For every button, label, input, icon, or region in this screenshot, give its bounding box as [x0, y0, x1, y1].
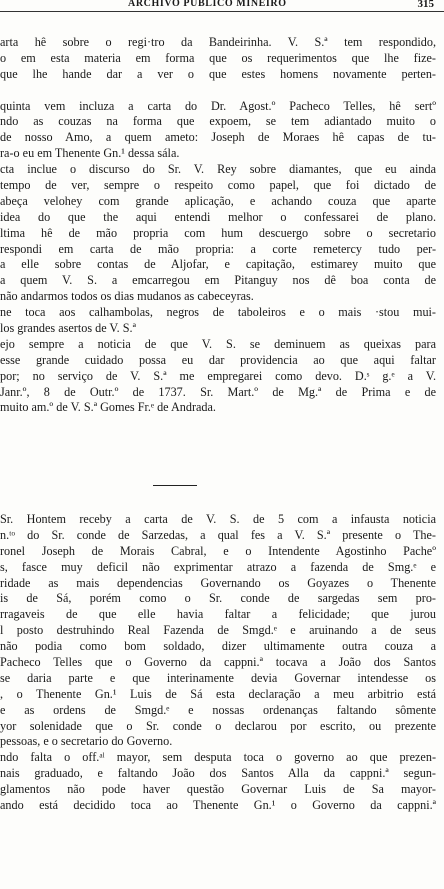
text-line: glamentos não pode haver questão Governar Luis de Sa mayor-: [0, 782, 436, 797]
signature-line: muito am.º de V. S.ª Gomes Fr.ᵉ de Andrada.: [0, 400, 216, 415]
text-line: nais graduado, e faltando João dos Santos Alla da cappni.ª segun-: [0, 766, 436, 781]
blank-line: [0, 83, 444, 99]
text-line: idea do que the aqui entendi melhor o confessarei de plano.: [0, 209, 436, 224]
text-line: a elle sobre contas de Aljofar, e capitação, estimarey muito que: [0, 257, 436, 272]
text-line: ando está decidido toca ao Thenente Gn.¹ o Governo da cappni.ª: [0, 798, 436, 813]
text-line: não andarmos todos os dias mudanos as cabeceyras.: [0, 289, 254, 304]
text-line: respondi em carta de mão propria: a corte remetercy tudo per-: [0, 241, 436, 256]
text-line: esse grande cuidado possa eu dar providencia ao que aqui faltar: [0, 352, 436, 367]
text-line: por; no serviço de V. S.ª me empregarei como devo. D.ˢ g.ᵉ a V.: [0, 368, 436, 383]
text-line: abeça velohey com grande aplicação, e achando couza que aparte: [0, 193, 436, 208]
text-line: de nosso Amo, a quem ameto: Joseph de Moraes hê capas de tu-: [0, 130, 436, 145]
signature-date-line: Janr.º, 8 de Outr.º de 1737. Sr. Mart.º de Mg.ª de Prima e de: [0, 384, 436, 399]
text-line: o em esta materia em forma que os requerimentos que lhe fize-: [0, 50, 436, 65]
page-number: 315: [417, 0, 434, 10]
text-line: l posto destruhindo Real Fazenda de Smgd.ᵉ e aruinando a de seus: [0, 623, 436, 638]
text-line: arta hê sobre o regi·tro da Bandeirinha. V. S.ª tem respondido,: [0, 35, 436, 49]
text-line: ne toca aos calhambolas, negros de taboleiros e o mais ·stou mui-: [0, 305, 436, 320]
page-header: [0, 0, 444, 12]
text-line: is de Sá, porém como o Sr. conde de sargedas sem pro-: [0, 591, 436, 606]
text-line: que lhe hande dar a ver o que estes homens novamente perten-: [0, 66, 436, 81]
text-line: pessoas, e o secretario do Governo.: [0, 734, 173, 749]
letter-1-body: [0, 35, 444, 416]
text-line: tempo de ver, sempre o respeito como papel, que foi dictado de: [0, 178, 436, 193]
text-line: ltima hê de mão propria com hum descuergo sobre o secretario: [0, 225, 436, 240]
text-line: se daria parte e que interinamente devia Governar intendesse os: [0, 670, 436, 685]
text-line: n.ᵗᵒ do Sr. conde de Sarzedas, a qual fes a V. S.ª presente o The-: [0, 527, 436, 542]
text-line: Sr. Hontem receby a carta de V. S. de 5 com a infausta noticia: [0, 512, 436, 526]
text-line: ndo falta o off.ᵃˡ mayor, sem desputa toca o governo ao que prezen-: [0, 750, 436, 765]
text-line: Pacheco Telles que o Governo da cappni.ª tocava a João dos Santos: [0, 655, 436, 670]
running-head: ARCHIVO PUBLICO MINEIRO: [128, 0, 287, 9]
text-line: ra-o eu em Thenente Gn.¹ dessa sála.: [0, 146, 180, 161]
text-line: cta inclue o discurso do Sr. V. Rey sobre diamantes, que eu ainda: [0, 162, 436, 177]
text-line: quinta vem incluza a carta do Dr. Agost.º Pacheco Telles, hê sertº: [0, 98, 436, 113]
letter-2-body: [0, 512, 444, 814]
text-line: ronel Joseph de Morais Cabral, e o Intendente Agostinho Pacheº: [0, 543, 436, 558]
text-line: , o Thenente Gn.¹ Luis de Sá esta declaração a meu arbitrio está: [0, 686, 436, 701]
text-line: a quem V. S. a emcarregou em Pitanguy nos dê boa conta de: [0, 273, 436, 288]
text-line: não podia como bom soldado, dizer ultimamente outra couza a: [0, 639, 436, 654]
text-line: ejo sempre a noticia de que V. S. se deminuem as queixas para: [0, 336, 436, 351]
text-line: los grandes asertos de V. S.ª: [0, 321, 136, 336]
header-rule: [0, 11, 444, 12]
text-line: ndo as couzas na forma que expoem, se tem adiantado muito o: [0, 114, 436, 129]
section-divider: [153, 485, 197, 486]
text-line: rragaveis de que elle havia faltar a felicidade; que jurou: [0, 607, 436, 622]
text-line: ridade as mais dependencias Governando os Goyazes o Thenente: [0, 575, 436, 590]
text-line: yor solenidade que o Sr. conde o declarou por escrito, ou prezente: [0, 718, 436, 733]
text-line: s, fasce muy deficil não exprimentar atrazo a fazenda de Smg.ᵉ e: [0, 559, 436, 574]
text-line: e as ordens de Smgd.ᵉ e nossas ordenanças faltando sômente: [0, 702, 436, 717]
